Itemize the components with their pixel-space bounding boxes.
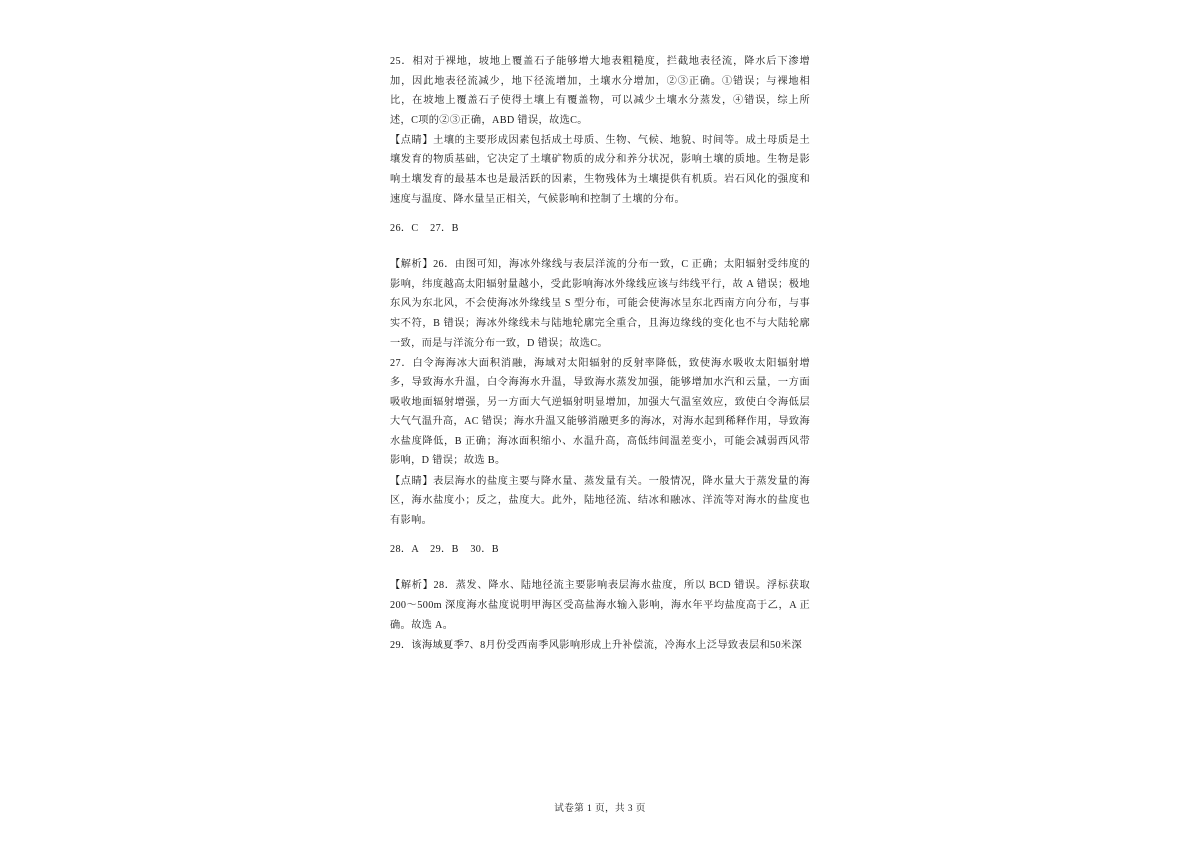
paragraph-29: 29．该海域夏季7、8月份受西南季风影响形成上升补偿流，冷海水上泛导致表层和50米深 — [390, 639, 803, 651]
page-footer: 试卷第 1 页，共 3 页 — [554, 803, 646, 814]
spacer — [390, 559, 810, 576]
spacer — [390, 238, 810, 255]
paragraph-25: 25．相对于裸地，坡地上覆盖石子能够增大地表粗糙度，拦截地表径流，降水后下渗增加，因此地表径流减少，地下径流增加，土壤水分增加，②③正确。①错误；与裸地相比，在坡地上覆盖石子使得土壤上有覆盖物，可以减少土壤水分蒸发，④错误，综上所述，C项的②③正确，ABD 错误，故选C。 — [390, 56, 810, 126]
spacer — [390, 210, 810, 219]
spacer — [390, 531, 810, 540]
paragraph-28: 【解析】28．蒸发、降水、陆地径流主要影响表层海水盐度，所以 BCD 错误。浮标获取200～500m 深度海水盐度说明甲海区受高盐海水输入影响，海水年平均盐度高于乙，A 正确。故选 A。 — [390, 580, 810, 631]
paragraph-27: 27．白令海海冰大面积消融，海域对太阳辐射的反射率降低，致使海水吸收太阳辐射增多，导致海水升温，白令海海水升温，导致海水蒸发加强，能够增加水汽和云量，一方面吸收地面辐射增强，另一方面大气逆辐射明显增加，加强大气温室效应，致使白令海低层大气气温升高，AC 错误；海水升温又能够消融更多的海冰，对海水起到稀释作用，导致海水盐度降低，B 正确；海冰面积缩小、水温升高，高低纬间温差变小，可能会减弱西风带影响，D 错误；故选 B。 — [390, 357, 810, 467]
answers-26-27: 26．C 27．B — [390, 222, 459, 234]
page-content — [390, 52, 810, 792]
paragraph-25-tip: 【点睛】土壤的主要形成因素包括成土母质、生物、气候、地貌、时间等。成土母质是土壤发育的物质基础，它决定了土壤矿物质的成分和养分状况，影响土壤的质地。生物是影响土壤发育的最基本也是最活跃的因素，生物残体为土壤提供有机质。岩石风化的强度和速度与温度、降水量呈正相关，气候影响和控制了土壤的分布。 — [390, 134, 810, 205]
paragraph-27-tip: 【点睛】表层海水的盐度主要与降水量、蒸发量有关。一般情况，降水量大于蒸发量的海区，海水盐度小；反之，盐度大。此外，陆地径流、结冰和融冰、洋流等对海水的盐度也有影响。 — [390, 475, 810, 526]
paragraph-26: 【解析】26．由图可知，海冰外缘线与表层洋流的分布一致，C 正确；太阳辐射受纬度的影响，纬度越高太阳辐射量越小，受此影响海冰外缘线应该与纬线平行，故 A 错误；极地东风为东北风，不会使海冰外缘线呈 S 型分布，可能会使海冰呈东北西南方向分布，与事实不符，B 错误；海冰外缘线未与陆地轮廓完全重合，且海边缘线的变化也不与大陆轮廓一致，而是与洋流分布一致，D 错误；故选C。 — [390, 259, 810, 349]
answers-28-30: 28．A 29．B 30．B — [390, 543, 499, 555]
